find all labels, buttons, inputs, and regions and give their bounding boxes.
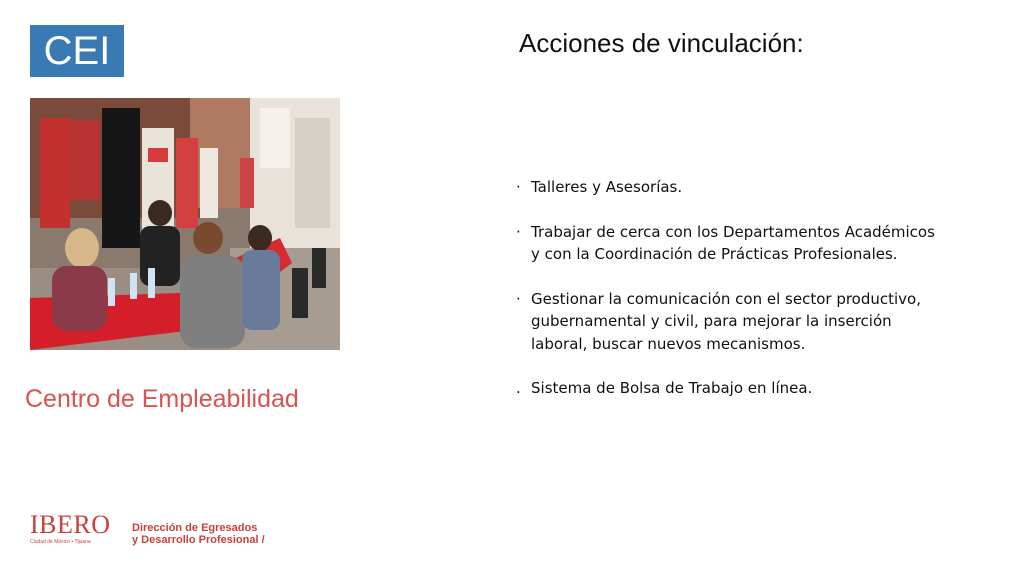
department-name bbox=[132, 522, 265, 546]
bullet-item bbox=[516, 221, 936, 266]
bullet-text: Trabajar de cerca con los Departamentos Académicos y con la Coordinación de Prácticas Profesionales. bbox=[531, 222, 935, 263]
bullet-text: Talleres y Asesorías. bbox=[531, 178, 683, 196]
bullet-list bbox=[516, 176, 936, 422]
slide-title: Acciones de vinculación: bbox=[519, 28, 804, 58]
bullet-text: Sistema de Bolsa de Trabajo en línea. bbox=[531, 379, 813, 397]
cei-badge bbox=[30, 25, 124, 77]
bullet-mark: · bbox=[516, 289, 521, 308]
bullet-mark: · bbox=[516, 178, 521, 196]
department-line-2: y Desarrollo Profesional / bbox=[132, 534, 265, 546]
ibero-logo-subtitle: Ciudad de México • Tijuana bbox=[30, 539, 91, 545]
cei-badge-label: CEI bbox=[43, 28, 111, 73]
bullet-mark: · bbox=[516, 222, 521, 241]
bullet-item bbox=[516, 176, 936, 199]
bullet-text: Gestionar la comunicación con el sector productivo, gubernamental y civil, para mejorar la inserción laboral, buscar nuevos mecanismos. bbox=[531, 289, 922, 353]
bullet-item bbox=[516, 377, 936, 400]
bullet-item bbox=[516, 288, 936, 356]
centre-name: Centro de Empleabilidad bbox=[25, 385, 299, 413]
job-fair-photo bbox=[30, 98, 340, 350]
ibero-logo-word: IBERO bbox=[30, 510, 111, 539]
ibero-logo bbox=[30, 512, 111, 545]
bullet-mark: . bbox=[516, 379, 521, 397]
department-line-1: Dirección de Egresados bbox=[132, 522, 258, 534]
